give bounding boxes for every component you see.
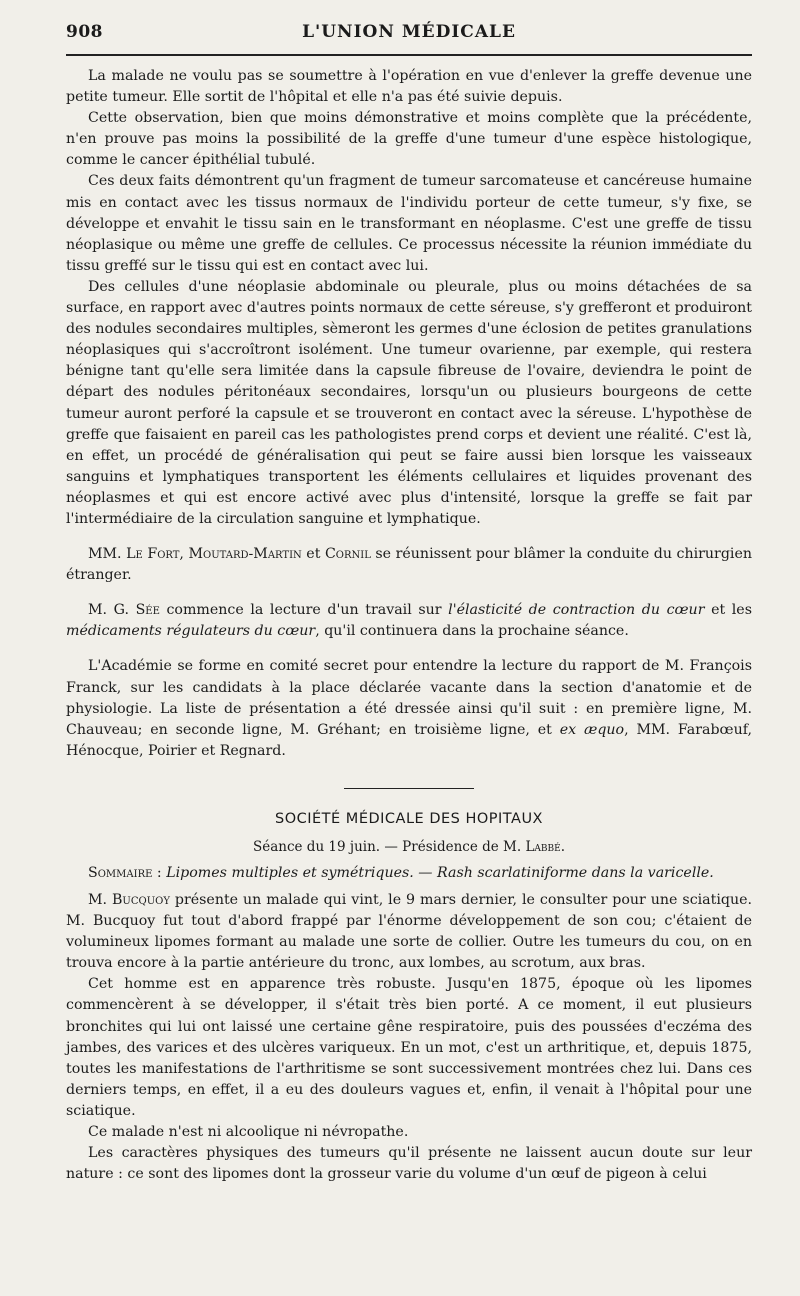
paragraph: Cet homme est en apparence très robuste. Jusqu'en 1875, époque où les lipomes commencèrent à se développer, il s'était très bien porté. A ce moment, il eut plusieurs bronchites qui lui ont laissé une certaine gêne respiratoire, puis des poussées d'eczéma des jambes, des varices et des ulcères variqueux. En un mot, c'est un arthritique, et, depuis 1875, toutes les manifestations de l'arthritisme se sont successivement montrées chez lui. Dans ces derniers temps, en effet, il a eu des douleurs vagues et, enfin, il venait à l'hôpital pour une sciatique.	[66, 976, 752, 1119]
sommaire-line: Sommaire : Lipomes multiples et symétriques. — Rash scarlatiniforme dans la varicelle.	[88, 864, 714, 881]
header-rule	[66, 54, 752, 56]
journal-title: L'UNION MÉDICALE	[302, 22, 516, 42]
paragraph-see: M. G. Sée commence la lecture d'un travail sur l'élasticité de contraction du cœur et les médicaments régulateurs du cœur, qu'il continuera dans la prochaine séance.	[66, 602, 752, 640]
page-header	[66, 22, 752, 52]
paragraph: Les caractères physiques des tumeurs qu'il présente ne laissent aucun doute sur leur nature : ce sont des lipomes dont la grosseur varie du volume d'un œuf de pigeon à celui	[66, 1145, 752, 1183]
paragraph: Cette observation, bien que moins démonstrative et moins complète que la précédente, n'en prouve pas moins la possibilité de la greffe d'une tumeur d'une espèce histologique, comme le cancer épithélial tubulé.	[66, 110, 752, 169]
paragraph-mm: MM. Le Fort, Moutard-Martin et Cornil se réunissent pour blâmer la conduite du chirurgien étranger.	[66, 546, 752, 584]
paragraph: Ce malade n'est ni alcoolique ni névropathe.	[88, 1124, 409, 1141]
paragraph-bucquoy: M. Bucquoy présente un malade qui vint, le 9 mars dernier, le consulter pour une sciatique. M. Bucquoy fut tout d'abord frappé par l'énorme développement de son cou; c'étaient de volumineux lipomes formant au malade une sorte de collier. Outre les tumeurs du cou, on en trouva encore à la partie antérieure du tronc, aux lombes, au scrotum, aux bras.	[66, 892, 752, 972]
section-body	[66, 890, 752, 1185]
author-name: Cornil	[324, 546, 371, 563]
paragraph: Ces deux faits démontrent qu'un fragment de tumeur sarcomateuse et cancéreuse humaine mis en contact avec les tissus normaux de l'individu porteur de cette tumeur, s'y fixe, se développe et envahit le tissu sain en le transformant en néoplasme. C'est une greffe de tissu néoplasique ou même une greffe de cellules. Ce processus nécessite la réunion immédiate du tissu greffé sur le tissu qui est en contact avec lui.	[66, 173, 752, 274]
paragraph: Des cellules d'une néoplasie abdominale ou pleurale, plus ou moins détachées de sa surface, en rapport avec d'autres points normaux de cette séreuse, s'y grefferont et produiront des nodules secondaires multiples, sèmeront les germes d'une éclosion de petites granulations néoplasiques qui s'accroîtront isolément. Une tumeur ovarienne, par exemple, qui restera bénigne tant qu'elle sera limitée dans la capsule fibreuse de l'ovaire, deviendra le point de départ des nodules péritonéaux secondaires, lorsqu'un ou plusieurs bourgeons de cette tumeur auront perforé la capsule et se trouveront en contact avec la séreuse. L'hypothèse de greffe que faisaient en pareil cas les pathologistes prend corps et devient une réalité. C'est là, en effet, un procédé de généralisation qui peut se faire aussi bien lorsque les vaisseaux sanguins et lymphatiques transportent les éléments cellulaires et liquides provenant des néoplasmes et qui est encore activé avec plus d'intensité, lorsque la greffe se fait par l'intermédiaire de la circulation sanguine et lymphatique.	[66, 278, 752, 527]
president-name: Labbé	[525, 838, 561, 855]
author-name: Le Fort	[126, 546, 180, 563]
author-name: Moutard-Martin	[188, 546, 302, 563]
author-name: Bucquoy	[112, 892, 170, 908]
italic-title: médicaments régulateurs du cœur	[66, 623, 316, 640]
sommaire-label: Sommaire	[88, 864, 153, 881]
page-number: 908	[66, 22, 103, 42]
paragraph-academie: L'Académie se forme en comité secret pour entendre la lecture du rapport de M. François Franck, sur les candidats à la place déclarée vacante dans la section d'anatomie et de physiologie. La liste de présentation a été dressée ainsi qu'il suit : en première ligne, M. Chauveau; en seconde ligne, M. Gréhant; en troisième ligne, et ex æquo, MM. Farabœuf, Hénocque, Poirier et Regnard.	[66, 658, 752, 759]
author-name: Sée	[135, 602, 160, 619]
section-rule	[344, 788, 474, 789]
section-title: SOCIÉTÉ MÉDICALE DES HOPITAUX	[275, 810, 543, 827]
italic-title: l'élasticité de contraction du cœur	[448, 602, 705, 619]
article-body	[66, 66, 752, 762]
sommaire-text: Lipomes multiples et symétriques. — Rash scarlatiniforme dans la varicelle.	[166, 864, 714, 881]
seance-line: Séance du 19 juin. — Présidence de M. Labbé.	[252, 838, 565, 855]
paragraph: La malade ne voulu pas se soumettre à l'opération en vue d'enlever la greffe devenue une petite tumeur. Elle sortit de l'hôpital et elle n'a pas été suivie depuis.	[66, 68, 752, 106]
